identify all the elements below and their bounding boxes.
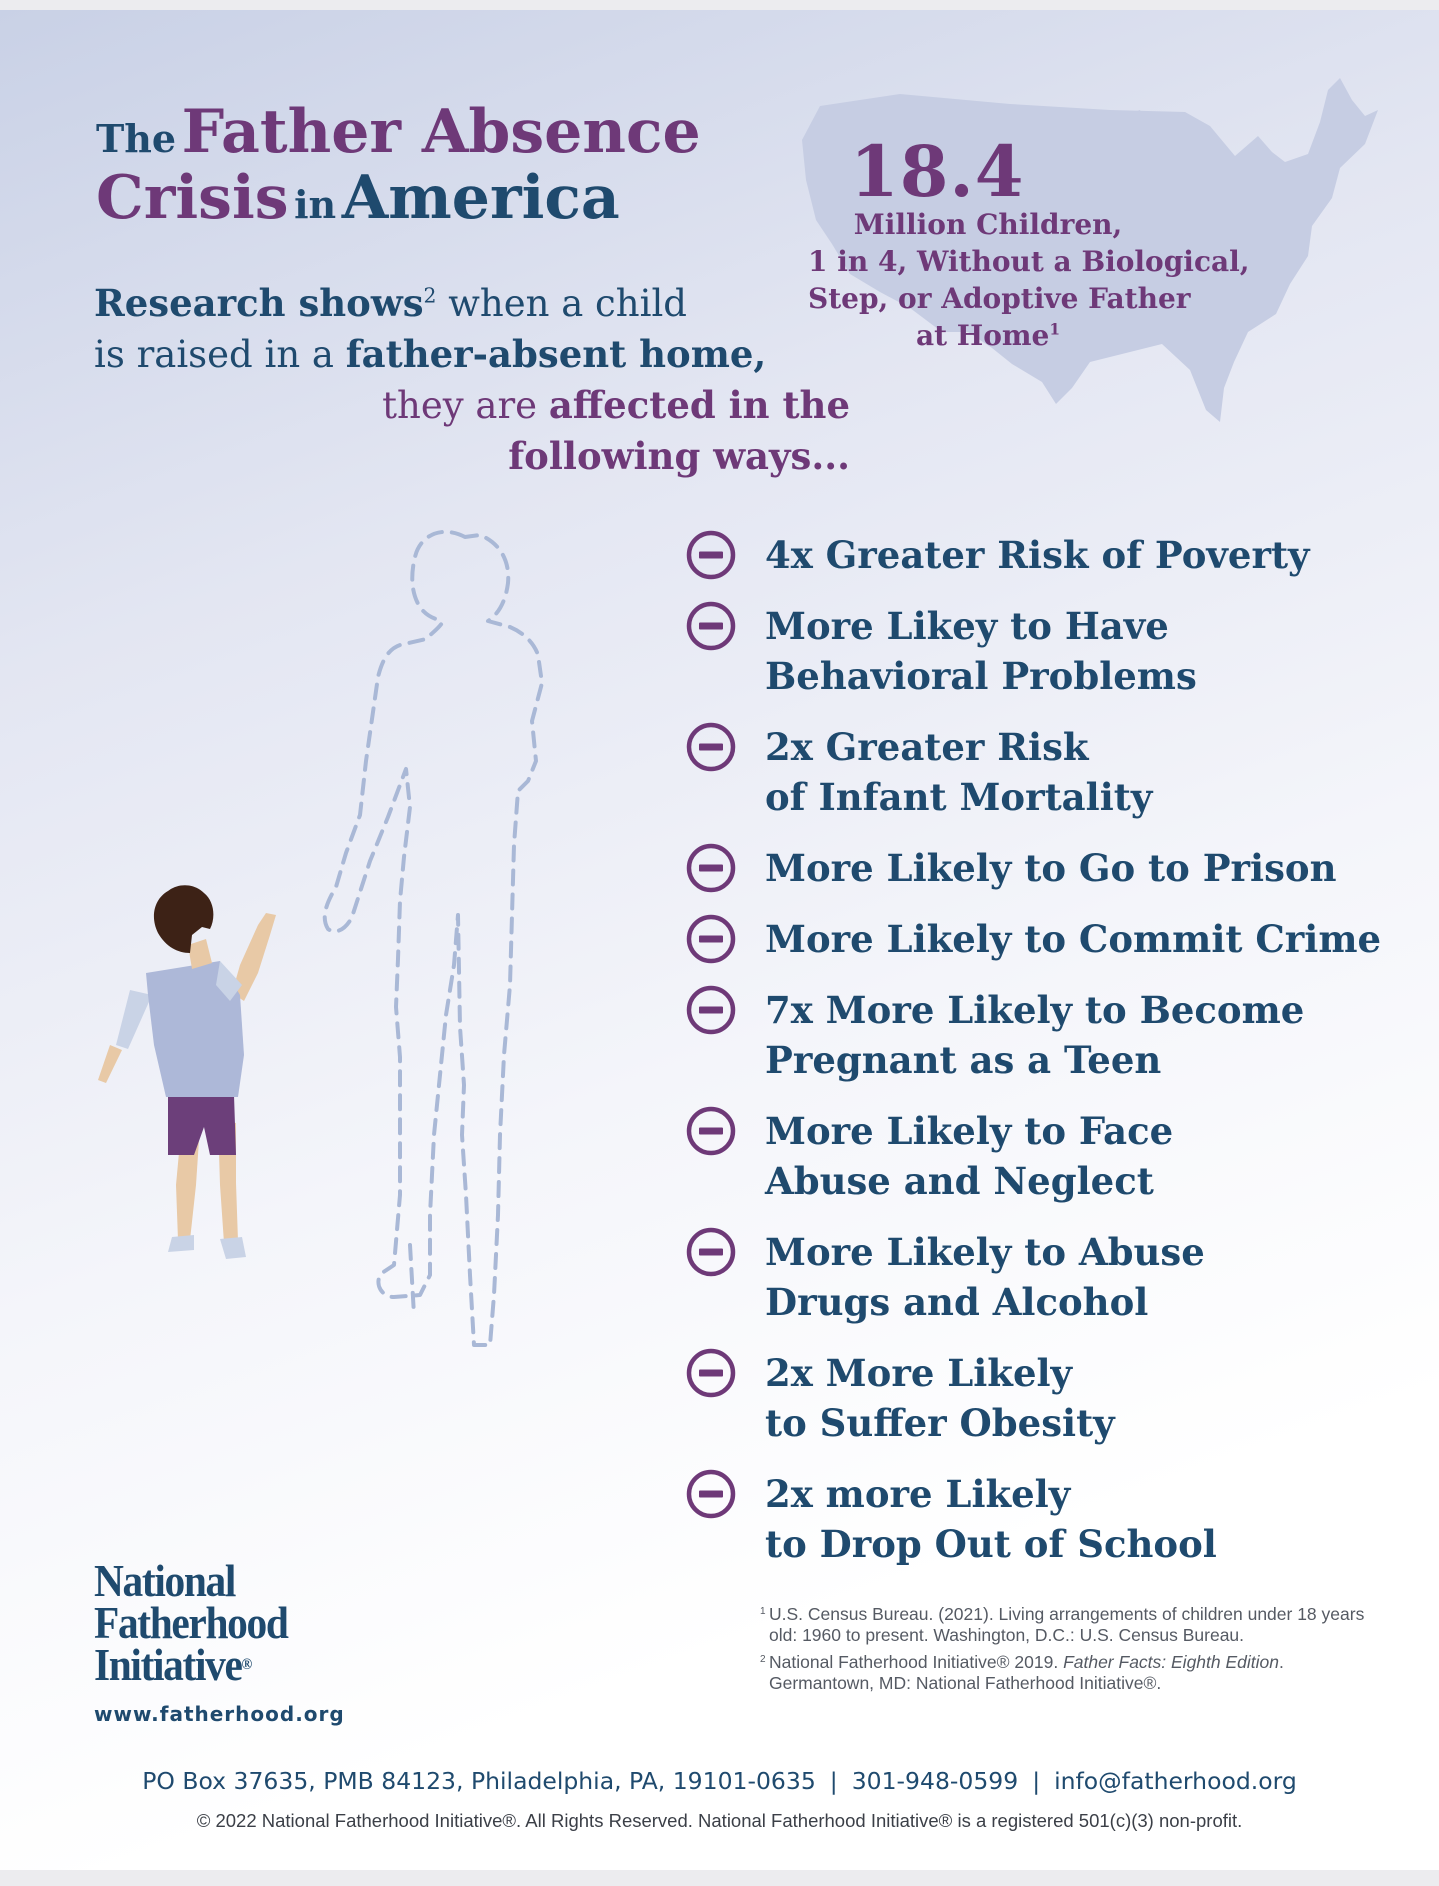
footer-contact: PO Box 37635, PMB 84123, Philadelphia, PA, 19101-0635 | 301-948-0599 | info@fatherhood.org: [142, 1767, 1297, 1795]
stat-line-2: 1 in 4, Without a Biological,: [808, 245, 1250, 278]
minus-circle-icon: [686, 601, 736, 651]
title-crisis: Crisis: [96, 163, 289, 233]
minus-circle-icon: [686, 985, 736, 1035]
footnote-marker: 1: [1049, 320, 1061, 339]
effect-item: [686, 601, 1406, 701]
minus-circle-icon: [686, 1106, 736, 1156]
effect-item: [686, 985, 1406, 1085]
minus-circle-icon: [686, 1348, 736, 1398]
stat-line-3: Step, or Adoptive Father: [808, 282, 1191, 315]
effect-item: [686, 1348, 1406, 1448]
effect-text-line: More Likely to Abuse: [765, 1230, 1205, 1274]
child-figure: [98, 885, 276, 1259]
logo-line-2: Fatherhood: [94, 1597, 288, 1648]
effect-text-line: More Likely to Face: [765, 1109, 1174, 1153]
effect-text-line: More Likey to Have: [765, 604, 1169, 648]
title-the: The: [96, 116, 177, 161]
stat-line-1: Million Children,: [853, 208, 1123, 241]
stat-number: 18.4: [850, 130, 1025, 213]
reference-1: 1 U.S. Census Bureau. (2021). Living arrangements of children under 18 years old: 1960 to present. Washington, D.C.: U.S. Census Bureau.: [760, 1604, 1365, 1645]
research-text-2: is raised in a: [94, 333, 346, 376]
title-america: America: [341, 163, 620, 233]
effect-item: [686, 530, 1406, 580]
research-bold-3: affected in the: [548, 383, 850, 427]
reference-2: 2 National Fatherhood Initiative® 2019. Father Facts: Eighth Edition. Germantown, MD: National Fatherhood Initiative®.: [760, 1652, 1284, 1693]
stat-line-4: at Home$^1$: [915, 319, 1061, 352]
minus-circle-icon: [686, 914, 736, 964]
footer-email[interactable]: info@fatherhood.org: [1054, 1767, 1297, 1795]
effect-item: [686, 1106, 1406, 1206]
logo-line-1: National: [94, 1555, 236, 1606]
effect-item: [686, 914, 1406, 964]
effect-text-line: to Suffer Obesity: [765, 1401, 1115, 1445]
minus-circle-icon: [686, 1469, 736, 1519]
effect-item: [686, 843, 1406, 893]
minus-circle-icon: [686, 530, 736, 580]
research-bold-4: following ways...: [508, 434, 850, 478]
minus-circle-icon: [686, 722, 736, 772]
footnote-marker-2: 2: [423, 283, 437, 308]
logo-line-3: Initiative®: [94, 1639, 253, 1690]
minus-circle-icon: [686, 843, 736, 893]
title-father-absence: Father Absence: [181, 97, 701, 167]
effect-text-line: More Likely to Commit Crime: [765, 917, 1382, 961]
father-outline-head: [325, 532, 542, 1345]
effect-text-line: More Likely to Go to Prison: [765, 846, 1337, 890]
effect-item: [686, 722, 1406, 822]
father-outline-leg-left: [410, 1245, 414, 1315]
effect-text-line: 4x Greater Risk of Poverty: [765, 533, 1310, 577]
research-bold-2: father-absent home,: [345, 332, 767, 376]
effect-text-line: 2x Greater Risk: [765, 725, 1089, 769]
copyright: © 2022 National Fatherhood Initiative®. All Rights Reserved. National Fatherhood Initiative® is a registered 501(c)(3) non-profit.: [196, 1810, 1243, 1831]
title-in: in: [294, 182, 337, 227]
research-text-3: they are: [382, 384, 549, 427]
effect-text-line: Drugs and Alcohol: [765, 1280, 1149, 1324]
references: [760, 1604, 1380, 1700]
effect-text-line: to Drop Out of School: [765, 1522, 1217, 1566]
research-statement: [94, 278, 854, 482]
effect-item: [686, 1469, 1406, 1569]
effect-item: [686, 1227, 1406, 1327]
research-bold-1: Research shows: [94, 281, 424, 325]
footer-address: PO Box 37635, PMB 84123, Philadelphia, PA, 19101-0635: [142, 1767, 816, 1795]
effect-text-line: 2x more Likely: [765, 1472, 1071, 1516]
effect-text-line: 7x More Likely to Become: [765, 988, 1305, 1032]
child-and-father-outline-illustration: [70, 515, 630, 1535]
website-link[interactable]: www.fatherhood.org: [94, 1702, 345, 1726]
stat-description: [808, 206, 1250, 354]
effect-text-line: Abuse and Neglect: [765, 1159, 1154, 1203]
effect-text-line: of Infant Mortality: [765, 775, 1153, 819]
footer-phone[interactable]: 301-948-0599: [851, 1767, 1019, 1795]
page-title: [96, 97, 816, 233]
effect-text-line: Behavioral Problems: [765, 654, 1197, 698]
nfi-logo: [94, 1555, 288, 1690]
infographic-page: [0, 10, 1439, 1870]
minus-circle-icon: [686, 1227, 736, 1277]
effect-text-line: 2x More Likely: [765, 1351, 1073, 1395]
effect-text-line: Pregnant as a Teen: [765, 1038, 1162, 1082]
research-text-1: when a child: [436, 282, 687, 325]
effects-list: [686, 530, 1406, 1590]
